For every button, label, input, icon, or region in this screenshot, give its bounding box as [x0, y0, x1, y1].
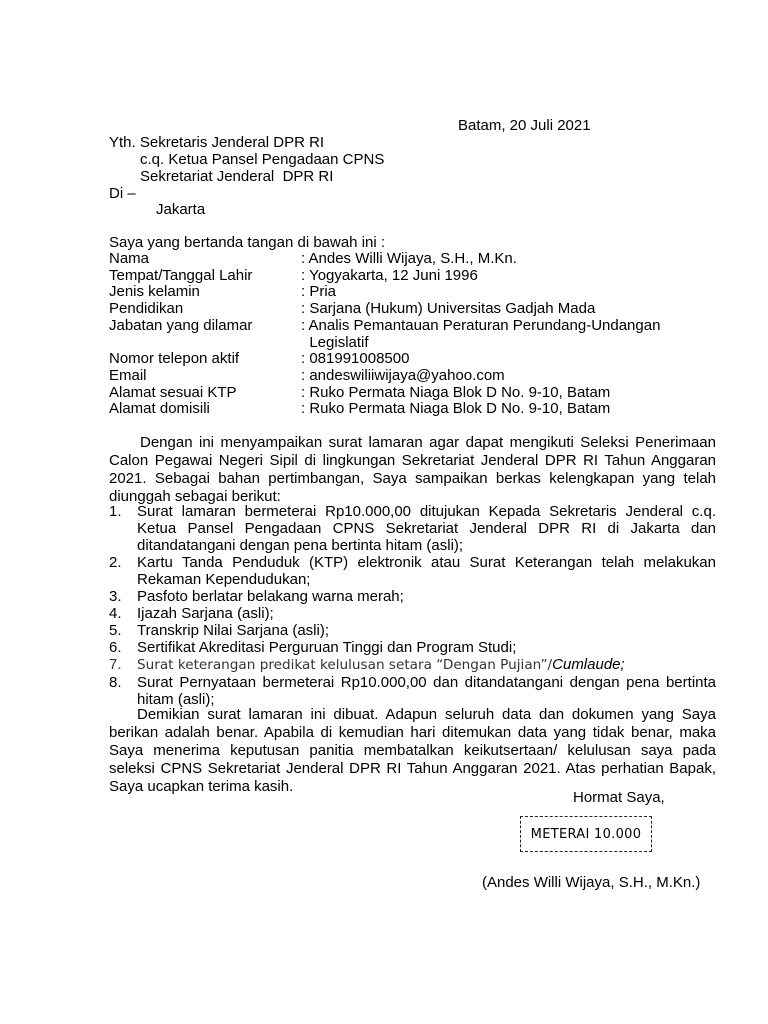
field-row — [109, 301, 660, 318]
list-number: 4. — [109, 605, 122, 622]
recipient-line-4: Di – — [109, 185, 136, 202]
list-item — [109, 656, 716, 674]
field-row — [109, 318, 660, 335]
field-value: : Ruko Permata Niaga Blok D No. 9-10, Batam — [301, 383, 611, 401]
field-label: Jenis kelamin — [109, 283, 200, 301]
field-label: Email — [109, 366, 147, 384]
field-row — [109, 335, 660, 352]
list-item — [109, 639, 716, 656]
field-label: Nomor telepon aktif — [109, 350, 240, 368]
field-label: Nama — [109, 250, 150, 267]
field-row — [109, 368, 660, 385]
field-value: : Yogyakarta, 12 Juni 1996 — [301, 266, 478, 284]
field-row — [109, 284, 660, 301]
field-row — [109, 268, 660, 285]
field-row — [109, 401, 660, 418]
list-number: 2. — [109, 554, 122, 571]
list-item — [109, 554, 716, 588]
closing-paragraph: Demikian surat lamaran ini dibuat. Adapun seluruh data dan dokumen yang Saya berikan adalah benar. Apabila di kemudian hari ditemukan data yang tidak benar, maka Saya menerima keputusan panitia membatalkan keikutsertaan/ kelulusan saya pada seleksi CPNS Sekretariat Jenderal DPR RI Tahun Anggaran 2021. Atas perhatian Bapak, Saya ucapkan terima kasih. — [109, 706, 716, 795]
recipient-line-2: c.q. Ketua Pansel Pengadaan CPNS — [140, 151, 385, 168]
field-value: : 081991008500 — [301, 350, 410, 368]
list-text: Ijazah Sarjana (asli); — [137, 605, 274, 622]
list-text: Surat Pernyataan bermeterai Rp10.000,00 dan ditandatangani dengan pena bertinta hitam (asli); — [137, 674, 716, 708]
list-number: 1. — [109, 503, 122, 520]
list-item — [109, 605, 716, 622]
list-number: 7. — [109, 656, 122, 673]
field-label: Jabatan yang dilamar — [109, 316, 253, 334]
list-text — [137, 656, 716, 674]
meterai-stamp-label: METERAI 10.000 — [530, 826, 642, 842]
signatory-name: (Andes Willi Wijaya, S.H., M.Kn.) — [482, 874, 701, 891]
list-text: Pasfoto berlatar belakang warna merah; — [137, 588, 404, 605]
place-date: Batam, 20 Juli 2021 — [458, 117, 591, 134]
closing-greeting: Hormat Saya, — [573, 789, 665, 806]
list-item — [109, 503, 716, 554]
list-text-main: Surat keterangan predikat kelulusan setara “Dengan Pujian”/ — [137, 657, 553, 673]
list-item — [109, 588, 716, 605]
body-paragraph: Dengan ini menyampaikan surat lamaran agar dapat mengikuti Seleksi Penerimaan Calon Pegawai Negeri Sipil di lingkungan Sekretariat Jenderal DPR RI Tahun Anggaran 2021. Sebagai bahan pertimbangan, Saya sampaikan berkas kelengkapan yang telah diunggah sebagai berikut: — [109, 434, 716, 505]
applicant-fields — [109, 251, 660, 418]
field-label: Tempat/Tanggal Lahir — [109, 266, 253, 284]
list-text: Sertifikat Akreditasi Perguruan Tinggi dan Program Studi; — [137, 639, 517, 656]
list-number: 6. — [109, 639, 122, 656]
intro-line: Saya yang bertanda tangan di bawah ini : — [109, 234, 386, 251]
list-text: Transkrip Nilai Sarjana (asli); — [137, 622, 329, 639]
list-number: 8. — [109, 674, 122, 691]
field-value: : Andes Willi Wijaya, S.H., M.Kn. — [301, 250, 517, 267]
field-value: : andeswiliiwijaya@yahoo.com — [301, 366, 505, 384]
meterai-stamp-box — [520, 816, 652, 852]
field-value: : Pria — [301, 283, 337, 301]
list-text-italic: Cumlaude; — [552, 656, 625, 673]
field-value: : Sarjana (Hukum) Universitas Gadjah Mada — [301, 300, 596, 318]
field-value: Legislatif — [301, 333, 369, 351]
list-number: 3. — [109, 588, 122, 605]
recipient-city: Jakarta — [156, 201, 206, 218]
field-label: Pendidikan — [109, 300, 184, 318]
field-row — [109, 351, 660, 368]
list-text: Surat lamaran bermeterai Rp10.000,00 ditujukan Kepada Sekretaris Jenderal c.q. Ketua Pansel Pengadaan CPNS Sekretariat Jenderal DPR RI di Jakarta dan ditandatangani dengan pena bertinta hitam (asli); — [137, 503, 716, 554]
field-label: Alamat sesuai KTP — [109, 383, 237, 401]
list-item — [109, 674, 716, 708]
field-label — [109, 335, 301, 352]
field-label: Alamat domisili — [109, 400, 210, 418]
list-item — [109, 622, 716, 639]
field-row — [109, 385, 660, 402]
recipient-line-3: Sekretariat Jenderal DPR RI — [140, 168, 334, 185]
field-value: : Ruko Permata Niaga Blok D No. 9-10, Batam — [301, 400, 611, 418]
list-number: 5. — [109, 622, 122, 639]
field-row — [109, 251, 660, 268]
document-list — [109, 503, 716, 708]
field-value: : Analis Pemantauan Peraturan Perundang-Undangan — [301, 316, 661, 334]
list-text: Kartu Tanda Penduduk (KTP) elektronik atau Surat Keterangan telah melakukan Rekaman Kependudukan; — [137, 554, 716, 588]
recipient-line-1: Yth. Sekretaris Jenderal DPR RI — [109, 134, 325, 151]
